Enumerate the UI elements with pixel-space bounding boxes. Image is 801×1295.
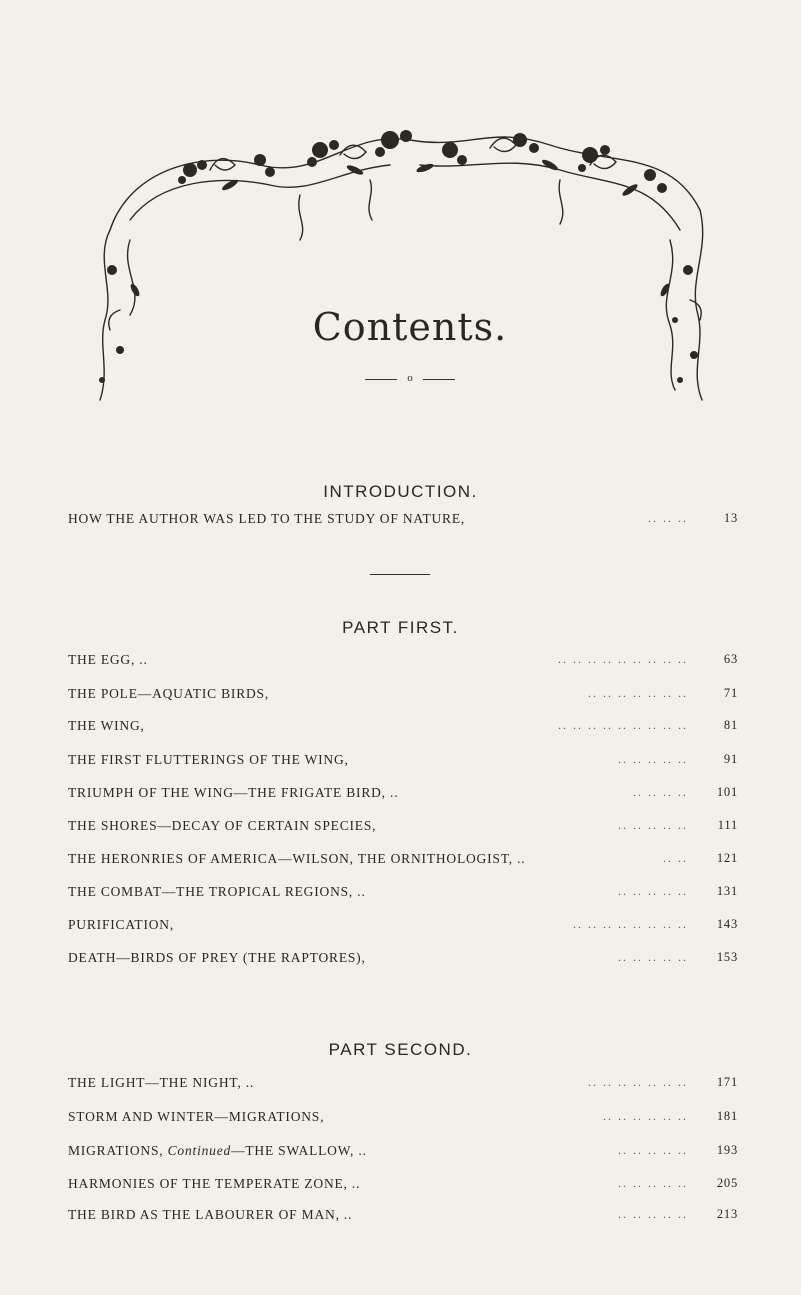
- toc-leader-dots: .. .. .. .. .. ..: [603, 1109, 688, 1123]
- toc-entry[interactable]: [68, 1075, 738, 1093]
- toc-entry-title: DEATH—BIRDS OF PREY (THE RAPTORES),: [68, 950, 366, 965]
- toc-entry-title: PURIFICATION,: [68, 917, 175, 932]
- toc-entry-page: 143: [716, 917, 738, 931]
- toc-leader-dots: .. ..: [663, 851, 688, 865]
- toc-entry-title: HARMONIES OF THE TEMPERATE ZONE, ..: [68, 1176, 361, 1191]
- toc-entry-title: THE POLE—AQUATIC BIRDS,: [68, 686, 270, 701]
- toc-title-suffix: —THE SWALLOW, ..: [231, 1143, 367, 1158]
- toc-entry-page: 181: [716, 1109, 738, 1123]
- toc-leader-dots: .. .. .. .. ..: [618, 752, 688, 766]
- toc-entry[interactable]: [68, 950, 738, 968]
- toc-leader-dots: .. .. ..: [648, 511, 688, 525]
- toc-entry-title: THE BIRD AS THE LABOURER OF MAN, ..: [68, 1207, 353, 1222]
- part-second-heading: PART SECOND.: [328, 1040, 473, 1059]
- toc-entry[interactable]: [68, 851, 738, 869]
- toc-entry-page: 193: [716, 1143, 738, 1157]
- toc-leader-dots: .. .. .. .. ..: [618, 818, 688, 832]
- contents-title: Contents.: [312, 305, 508, 349]
- toc-leader-dots: .. .. .. .. .. .. ..: [588, 1075, 688, 1089]
- toc-leader-dots: .. .. .. .. .. .. .. .. ..: [558, 718, 688, 732]
- toc-leader-dots: .. .. .. .. ..: [618, 1176, 688, 1190]
- toc-entry[interactable]: [68, 686, 738, 704]
- toc-entry-page: 153: [716, 950, 738, 964]
- toc-title-italic: Continued: [167, 1143, 232, 1158]
- toc-entry-title: HOW THE AUTHOR WAS LED TO THE STUDY OF NATURE,: [68, 511, 466, 526]
- ornamental-rule: o: [365, 372, 455, 384]
- toc-leader-dots: .. .. .. .. ..: [618, 1143, 688, 1157]
- toc-entry-page: 111: [717, 818, 738, 832]
- toc-entry-page: 13: [723, 511, 738, 525]
- toc-leader-dots: .. .. .. .. .. .. .. .. ..: [558, 652, 688, 666]
- toc-leader-dots: .. .. .. .. ..: [618, 1207, 688, 1221]
- toc-entry[interactable]: [68, 917, 738, 935]
- introduction-heading: INTRODUCTION.: [323, 482, 478, 501]
- toc-entry-title: THE LIGHT—THE NIGHT, ..: [68, 1075, 255, 1090]
- toc-entry[interactable]: [68, 752, 738, 770]
- toc-entry-page: 71: [723, 686, 738, 700]
- toc-entry-page: 171: [716, 1075, 738, 1089]
- toc-entry-title: STORM AND WINTER—MIGRATIONS,: [68, 1109, 325, 1124]
- toc-entry-title: THE SHORES—DECAY OF CERTAIN SPECIES,: [68, 818, 377, 833]
- toc-leader-dots: .. .. .. .. .. .. .. ..: [573, 917, 688, 931]
- toc-entry-page: 121: [716, 851, 738, 865]
- toc-leader-dots: .. .. .. ..: [633, 785, 688, 799]
- toc-entry-title: [68, 1143, 367, 1159]
- toc-entry[interactable]: [68, 718, 738, 736]
- toc-title-prefix: MIGRATIONS,: [68, 1143, 168, 1158]
- toc-entry[interactable]: [68, 1109, 738, 1127]
- toc-leader-dots: .. .. .. .. ..: [618, 950, 688, 964]
- toc-entry[interactable]: [68, 1143, 738, 1161]
- toc-leader-dots: .. .. .. .. ..: [618, 884, 688, 898]
- toc-entry-page: 63: [723, 652, 738, 666]
- toc-entry-page: 81: [723, 718, 738, 732]
- toc-entry[interactable]: [68, 1176, 738, 1194]
- floral-ornament: [90, 110, 710, 410]
- toc-entry[interactable]: [68, 785, 738, 803]
- toc-entry[interactable]: [68, 652, 738, 670]
- section-divider: [370, 574, 430, 575]
- toc-entry-title: THE COMBAT—THE TROPICAL REGIONS, ..: [68, 884, 366, 899]
- toc-entry-page: 213: [716, 1207, 738, 1221]
- toc-entry-page: 91: [723, 752, 738, 766]
- toc-entry-title: THE EGG, ..: [68, 652, 148, 667]
- toc-entry[interactable]: [68, 818, 738, 836]
- toc-entry[interactable]: [68, 511, 738, 529]
- toc-entry-title: THE WING,: [68, 718, 145, 733]
- part-first-heading: PART FIRST.: [342, 618, 459, 637]
- toc-entry-page: 205: [716, 1176, 738, 1190]
- toc-entry-page: 131: [716, 884, 738, 898]
- toc-entry-page: 101: [716, 785, 738, 799]
- toc-entry-title: THE FIRST FLUTTERINGS OF THE WING,: [68, 752, 349, 767]
- toc-entry-title: TRIUMPH OF THE WING—THE FRIGATE BIRD, ..: [68, 785, 399, 800]
- toc-entry[interactable]: [68, 1207, 738, 1225]
- toc-entry-title: THE HERONRIES OF AMERICA—WILSON, THE ORNITHOLOGIST, ..: [68, 851, 526, 866]
- toc-leader-dots: .. .. .. .. .. .. ..: [588, 686, 688, 700]
- toc-entry[interactable]: [68, 884, 738, 902]
